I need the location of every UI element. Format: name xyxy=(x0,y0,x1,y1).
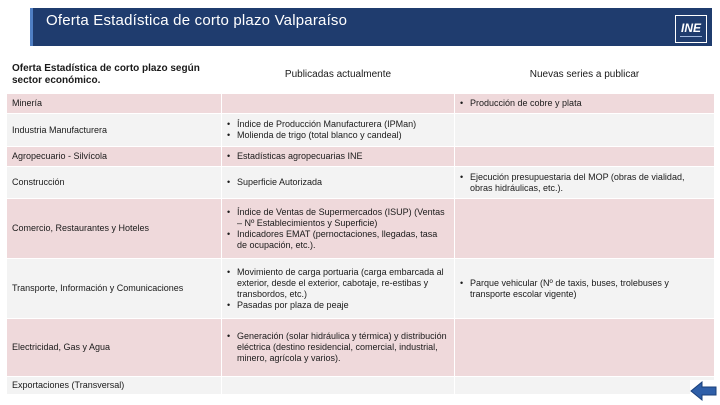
list-item: • Superficie Autorizada xyxy=(227,177,449,188)
table-row xyxy=(7,259,715,319)
table-header-row xyxy=(7,56,715,94)
new-cell xyxy=(455,199,715,259)
list-item: • Generación (solar hidráulica y térmica) y distribución eléctrica (destino residencial, comercial, industrial, minero, agrícola y varios). xyxy=(227,331,449,364)
list-item: • Estadísticas agropecuarias INE xyxy=(227,151,449,162)
new-cell xyxy=(455,94,715,114)
table-row xyxy=(7,319,715,377)
back-arrow-button[interactable] xyxy=(690,380,718,402)
table-row xyxy=(7,167,715,199)
header-sector: Oferta Estadística de corto plazo según sector económico. xyxy=(7,56,222,94)
new-cell xyxy=(455,319,715,377)
current-cell xyxy=(222,199,455,259)
sector-cell: Exportaciones (Transversal) xyxy=(7,377,222,395)
table-row xyxy=(7,199,715,259)
sector-cell: Construcción xyxy=(7,167,222,199)
current-cell xyxy=(222,319,455,377)
sector-cell: Agropecuario - Silvícola xyxy=(7,147,222,167)
table-row xyxy=(7,147,715,167)
new-cell xyxy=(455,259,715,319)
list-item: • Molienda de trigo (total blanco y candeal) xyxy=(227,130,449,141)
list-item: • Producción de cobre y plata xyxy=(460,98,709,109)
sector-cell: Comercio, Restaurantes y Hoteles xyxy=(7,199,222,259)
sector-cell: Transporte, Información y Comunicaciones xyxy=(7,259,222,319)
table-row xyxy=(7,377,715,395)
table-row xyxy=(7,94,715,114)
list-item: • Movimiento de carga portuaria (carga embarcada al exterior, desde el exterior, cabotaje, re-estibas y transbordos, etc.) xyxy=(227,267,449,300)
list-item: • Pasadas por plaza de peaje xyxy=(227,300,449,311)
page-title: Oferta Estadística de corto plazo Valparaíso xyxy=(46,12,348,29)
header-current: Publicadas actualmente xyxy=(222,56,455,94)
sector-cell: Industria Manufacturera xyxy=(7,114,222,147)
current-cell xyxy=(222,167,455,199)
new-cell xyxy=(455,167,715,199)
back-arrow-icon xyxy=(690,380,718,402)
list-item: • Ejecución presupuestaria del MOP (obras de vialidad, obras hidráulicas, etc.). xyxy=(460,172,709,194)
table-row xyxy=(7,114,715,147)
current-cell xyxy=(222,94,455,114)
new-cell xyxy=(455,147,715,167)
oferta-table xyxy=(6,55,715,395)
header-new: Nuevas series a publicar xyxy=(455,56,715,94)
sector-cell: Electricidad, Gas y Agua xyxy=(7,319,222,377)
current-cell xyxy=(222,114,455,147)
list-item: • Índice de Producción Manufacturera (IPMan) xyxy=(227,119,449,130)
title-accent xyxy=(30,8,33,46)
current-cell xyxy=(222,377,455,395)
current-cell xyxy=(222,147,455,167)
list-item: • Indicadores EMAT (pernoctaciones, llegadas, tasa de ocupación, etc.). xyxy=(227,229,449,251)
logo-text: INE xyxy=(680,20,701,35)
current-cell xyxy=(222,259,455,319)
header-bar xyxy=(0,0,720,46)
ine-logo xyxy=(675,15,707,43)
new-cell xyxy=(455,114,715,147)
logo-underline xyxy=(680,36,702,37)
new-cell xyxy=(455,377,715,395)
sector-cell: Minería xyxy=(7,94,222,114)
list-item: • Índice de Ventas de Supermercados (ISUP) (Ventas – Nº Establecimientos y Superficie) xyxy=(227,207,449,229)
list-item: • Parque vehicular (Nº de taxis, buses, trolebuses y transporte escolar vigente) xyxy=(460,278,709,300)
